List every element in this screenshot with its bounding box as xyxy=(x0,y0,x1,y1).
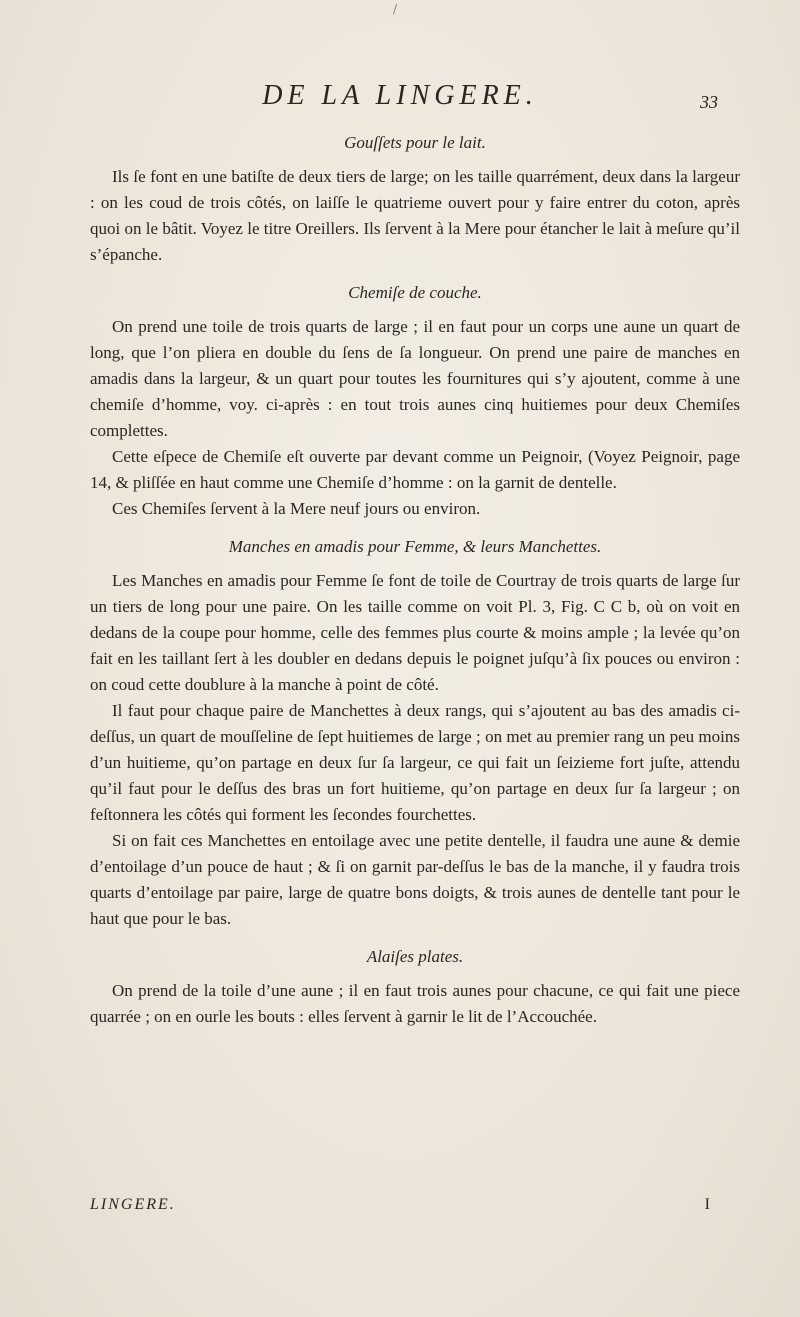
paragraph: On prend une toile de trois quarts de large ; il en faut pour un corps une aune un quart de long, que l’on pliera en double du ſens de ſa longueur. On prend une paire de manches en amadis dans la largeur, & un quart pour toutes les fournitures qui s’y ajoutent, comme à une chemiſe d’homme, voy. ci-après : en tout trois aunes cinq huitiemes pour deux Chemiſes complettes. xyxy=(90,317,740,440)
paragraph: Cette eſpece de Chemiſe eſt ouverte par devant comme un Peignoir, (Voyez Peignoir, page 14, & pliſſée en haut comme une Chemiſe d’homme : on la garnit de dentelle. xyxy=(90,447,740,492)
paragraph: Si on fait ces Manchettes en entoilage avec une petite dentelle, il faudra une aune & demie d’entoilage d’un pouce de haut ; & ſi on garnit par-deſſus le bas de la manche, il y faudra trois quarts d’entoilage par paire, large de quatre bons doigts, & trois aunes de dentelle tant pour le haut que pour le bas. xyxy=(90,831,740,928)
section-heading: Gouſſets pour le lait. xyxy=(344,133,486,152)
paragraph: On prend de la toile d’une aune ; il en faut trois aunes pour chacune, ce qui fait une piece quarrée ; on en ourle les bouts : elles ſervent à garnir le lit de l’Accouchée. xyxy=(90,981,740,1026)
paragraph: Ces Chemiſes ſervent à la Mere neuf jours ou environ. xyxy=(112,499,481,518)
page-footer xyxy=(90,1196,710,1214)
paragraph: Ils ſe font en une batiſte de deux tiers de large; on les taille quarrément, deux dans la largeur : on les coud de trois côtés, on laiſſe le quatrieme ouvert pour y faire entrer du coton, après quoi on le bâtit. Voyez le titre Oreillers. Ils ſervent à la Mere pour étancher le lait à meſure qu’il s’épanche. xyxy=(90,167,740,264)
section-heading: Manches en amadis pour Femme, & leurs Manchettes. xyxy=(228,537,602,556)
edge-mark: / xyxy=(393,2,398,16)
section-alaises xyxy=(90,944,740,1030)
section-chemise xyxy=(90,280,740,522)
section-manches xyxy=(90,534,740,932)
section-heading: Alaiſes plates. xyxy=(366,947,464,966)
body-text xyxy=(90,130,740,1030)
page-number: 33 xyxy=(700,92,718,112)
paragraph: Il faut pour chaque paire de Manchettes à deux rangs, qui s’ajoutent au bas des amadis ci-deſſus, un quart de mouſſeline de ſept huitiemes de large ; on met au premier rang un peu moins d’un huitieme, qu’on partage en deux ſur ſa largeur, ce qui fait un ſeizieme fort juſte, attendu qu’il faut pour le deſſus des bras un fort huitieme, qu’on partage en deux ſur ſa largeur ; on feſtonnera les côtés qui forment les ſecondes fourchettes. xyxy=(90,701,740,824)
section-goussets xyxy=(90,130,740,268)
catchword: LINGERE. xyxy=(90,1196,176,1213)
section-heading: Chemiſe de couche. xyxy=(348,283,482,302)
paragraph: Les Manches en amadis pour Femme ſe font de toile de Courtray de trois quarts de large ſur un tiers de long pour une paire. On les taille comme on voit Pl. 3, Fig. C C b, où on voit en dedans de la coupe pour homme, celle des femmes plus courte & moins ample ; la levée qu’on fait en les taillant ſert à les doubler en dedans depuis le poignet juſqu’à ſix pouces ou environ : on coud cette doublure à la manche à point de côté. xyxy=(90,571,740,694)
signature-mark: I xyxy=(704,1196,710,1213)
running-title: DE LA LINGERE. xyxy=(262,80,538,111)
